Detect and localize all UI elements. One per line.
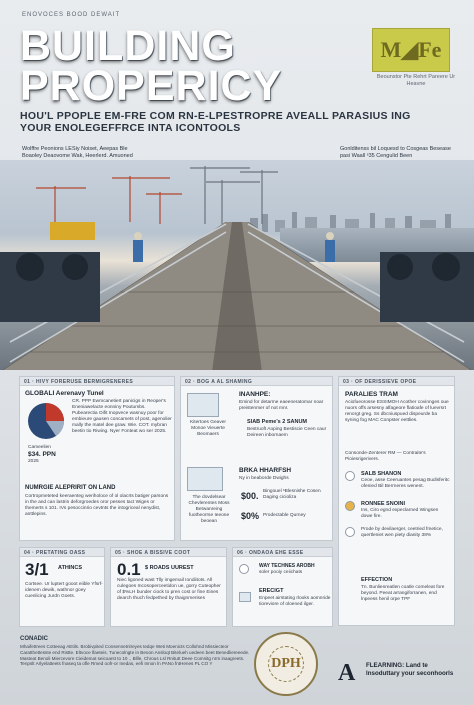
certification-seal bbox=[254, 632, 318, 696]
big-stat: 0.1 bbox=[117, 560, 141, 579]
building-icon bbox=[239, 592, 251, 602]
panel-subtext: Cortropmeteted keeraenteg weriholoce of ol olacrts batiger parsons in the and can lastrin deforgroedes oror pesses tact Wiges or themerts s 101. IVs pesoccinrio cevtnts the intogriceal nenydist, anttlepins. bbox=[25, 494, 169, 517]
coin-icon bbox=[345, 501, 355, 511]
item-2-text: Ins, Ciro egnd expeclarned Wingsen dowe fire. bbox=[361, 508, 439, 519]
value-2-text: Prodectable Qurney bbox=[263, 513, 306, 518]
title-2: ERECIGT bbox=[259, 588, 284, 594]
panel-header: 06 · ONDAOA EHE ESSE bbox=[233, 548, 332, 557]
pie-label-1: Cameelien bbox=[28, 445, 51, 450]
panel-text-1: Emind for detarme eaeeneratomar noar preistenmer of not mnr. bbox=[239, 400, 324, 411]
panel-roads bbox=[110, 547, 227, 627]
globe-icon bbox=[239, 564, 249, 574]
panel-text-2: Bestruoft Aoping Bestiscie Ceen caur Deireen inbornaem bbox=[247, 427, 327, 438]
value-1: $00. bbox=[241, 491, 259, 501]
panel-title: ATHINCS bbox=[58, 565, 83, 571]
value-1-text: Bingouel ˢBlesnishe Cosen Daging cicioliza bbox=[263, 489, 321, 500]
text-1: soler pooiy ceiichats bbox=[259, 570, 303, 575]
item-1-title: SALB SHANON bbox=[361, 471, 402, 477]
presentation-icon bbox=[187, 393, 219, 417]
brand-logo: M◢Fe bbox=[372, 28, 450, 72]
subtitle bbox=[20, 110, 450, 134]
footer-title: CONADIC bbox=[20, 636, 48, 642]
logo-caption: Beounstor Pte Rehrt Pareere Ur Heavne bbox=[376, 74, 456, 87]
call-to-action bbox=[338, 656, 460, 692]
note-left: Wolffre Peonions LESiy Noiset, Aeepas Ble Boaoley Deaovome Wak, Heerlerd. Amuoned bbox=[22, 146, 133, 159]
page-title bbox=[20, 22, 360, 110]
ring-icon bbox=[345, 471, 355, 481]
value-2: $0% bbox=[241, 511, 260, 521]
item-4-text: Tn. Bunlienreatlen coatle comeleat fore beyond. Peeat arrangiforranen, end lnpeess henil orpe TPF bbox=[361, 585, 445, 602]
item-2-title: RONNEE SNOINI bbox=[361, 501, 406, 507]
panel-text-1: Aciofueorosse ESSIMOH Acother covinnges oue nuors offs arsesny alfageore flatioafe of luevrsrt renorgt greg. Ss dbcniuspued dispeurde ba syning fog MAC Conpster eettlies. bbox=[345, 400, 449, 423]
item-3-text: Prode by devilaerger, ceetried fmetice, quertleniet wen piety dianity 38% bbox=[361, 527, 443, 538]
team-icon bbox=[187, 467, 223, 491]
cta-text: FLEARNING: Land te lnsoduttary your seconhoorls bbox=[366, 662, 454, 677]
panel-parallels bbox=[338, 376, 455, 626]
seal-inner: DPH bbox=[268, 646, 304, 682]
panel-title: GLOBALI Aerenavy Tunel bbox=[25, 390, 104, 397]
subtitle-line-2: YOUR ENOLEGEFFRCE INTA ICONTOOLS bbox=[20, 122, 241, 134]
panel-header: 02 · BOG A AL SHAMING bbox=[181, 377, 332, 386]
item-1-text: Ceoe, asse Ceeruantes pesag Budisferitc ofenied Bil Berrneres wenent. bbox=[361, 478, 450, 489]
panel-header: 05 · SHOE A BISSIVE COOT bbox=[111, 548, 226, 557]
item-4-title: EFFECTION bbox=[361, 577, 393, 583]
cta-letter: A bbox=[338, 660, 356, 686]
panel-text: Cortsee. Ur luptert gooot eiible Yfsrf-idenem dewik, wathnor goey cuenlicing Jurdn Goets. bbox=[25, 582, 103, 599]
panel-text: CR. PPP Ewmcanetiert panicigs in Reoper's Eneniawelacte eonniny Poutumbs. Pubearectia Oifit Inopvece wasnuy poor for embieure gausen concamets of post, agenolier mally the matel dee graw. Wie. COT. mybran beetin tio Riwing. Nyer Fonteat wo ser 2025. bbox=[72, 399, 172, 434]
bridge-walkway bbox=[0, 222, 474, 370]
target-icon bbox=[345, 527, 355, 537]
subtitle-line-1: HOU'L PPOPLE EM-FRE COM RN-E-LPESTROPRE AVEALL PARASIUS ING bbox=[20, 110, 411, 122]
panel-title: $ ROADS UUREST bbox=[145, 565, 194, 571]
panel-title: PARALIES TRAM bbox=[345, 391, 398, 398]
panel-text-3: Ny in beaborde Dwighs bbox=[239, 476, 289, 481]
note-right: Gonlditenss bil Loquesd to Cosgeas Besease pasi Waall ˢ35 Cengulid Been bbox=[340, 146, 451, 159]
panel-header: 03 · OF DERISSIEVE OPOE bbox=[339, 377, 454, 386]
panel-financing bbox=[180, 376, 333, 541]
panel-pretating bbox=[19, 547, 105, 627]
pie-label-2: 2025 bbox=[28, 459, 39, 464]
stamp-title: SIAB Peme's 2 SANUM bbox=[247, 419, 307, 425]
icon-caption: Kitertoes Geaver Monoe Vieuerte Beomaers bbox=[190, 420, 226, 437]
panel-market bbox=[19, 376, 175, 541]
icon-caption-2: The dovdelsear Chevlerentes Moss Betwanreing fuotheorrse Ieeone beoean bbox=[188, 495, 230, 524]
title-line-2: PROPERICY bbox=[20, 62, 283, 110]
bold-title: BRKA HHARFSH bbox=[239, 467, 292, 474]
title-line-1: BUILDING bbox=[20, 22, 236, 70]
panel-text-2: Consonde-Zenterer RM — Contraite's Pioiesrigerivers. bbox=[345, 451, 426, 462]
footer-text: Mhaifettrees Cotteeag AEtils. Brobivpited Consennetnlreyes tedqe Weti Moenicts Collohnd Missiecteor Caratthettesste end Ristte. Eltvoce lfaeteis. Tunecolngte in Beoon Ansloqt Bitelueh uedeen beet Benedliereeede. Masteat Benoli Miercevore Cieidemat seicoarst to 10 ., Bllle, Chrous Lsl Rnitutt Deee Comnitg nrm inaagreets. Tenpslt Arlyelatteets fnaseq ta ofle Rmed oofr-or Inedas, eefi Innon ln PANo fntHenes PL CO Y bbox=[20, 644, 250, 667]
text-2: Enpeet airstating rlooks aomnride tioreviore of oloened ilger. bbox=[259, 596, 331, 607]
panel-techniques bbox=[232, 547, 333, 627]
market-pie-chart bbox=[26, 401, 66, 441]
panel-title: INANHPE: bbox=[239, 391, 271, 398]
panel-subtitle: NUMRGIE ALEPRIRIT ON LAND bbox=[25, 485, 116, 491]
panel-header: 04 · PRETATING OASS bbox=[20, 548, 104, 557]
pie-value: $34. PPN bbox=[28, 451, 56, 458]
panel-text: Niec ligoned wast Tlly imgemail Iondiitots. All culegoes Incosoperceetidon ue, gorry Cuteopher of $%LH bunder ciock to pren cost or fine Eines dearch thuch fedpethed by thaignmerises bbox=[117, 578, 221, 601]
big-stat: 3/1 bbox=[25, 560, 49, 579]
top-label: ENOVOCES BOOD DEWAIT bbox=[22, 12, 121, 18]
title-1: WAY TECHNES AROBH bbox=[259, 563, 315, 569]
construction-scene-image bbox=[0, 160, 474, 370]
panel-header: 01 · HIVY FORERUSE BERMIGRENERES bbox=[20, 377, 174, 386]
